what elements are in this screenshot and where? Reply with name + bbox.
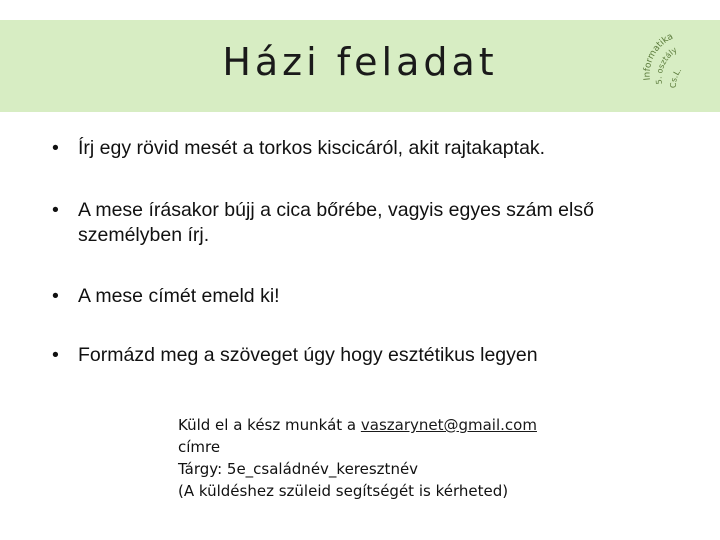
corner-stamp (642, 28, 712, 98)
note-line-2: címre (178, 438, 221, 456)
list-item-text: Formázd meg a szöveget úgy hogy esztétikus legyen (78, 344, 538, 366)
corner-line-3: Cs.L. (668, 65, 684, 89)
list-item (52, 343, 538, 368)
note-line-1-text: Küld el a kész munkát a (178, 416, 361, 434)
list-item (52, 198, 638, 248)
corner-line-2: 5. osztály (654, 45, 679, 85)
note-line-4: (A küldéshez szüleid segítségét is kérheted) (178, 482, 509, 500)
list-item-text: A mese írásakor bújj a cica bőrébe, vagyis egyes szám első személyben írj. (78, 199, 594, 246)
svg-text:Cs.L. (669, 66, 683, 88)
bullet-dot-icon: • (52, 344, 59, 366)
list-item-text: Írj egy rövid mesét a torkos kiscicáról, akit rajtakaptak. (78, 137, 546, 159)
list-item-text: A mese címét emeld ki! (78, 285, 280, 307)
submission-note (178, 414, 578, 502)
list-item (52, 136, 545, 161)
page-title: Házi feladat (222, 40, 498, 84)
email-link[interactable]: vaszarynet@gmail.com (360, 416, 537, 434)
bullet-dot-icon: • (52, 199, 59, 221)
list-item (52, 284, 280, 309)
note-line-1 (178, 414, 578, 436)
bullet-dot-icon: • (52, 137, 59, 159)
corner-line-1: Informatika (642, 31, 675, 81)
bullet-dot-icon: • (52, 285, 59, 307)
note-line-3: Tárgy: 5e_családnév_keresztnév (178, 460, 419, 478)
